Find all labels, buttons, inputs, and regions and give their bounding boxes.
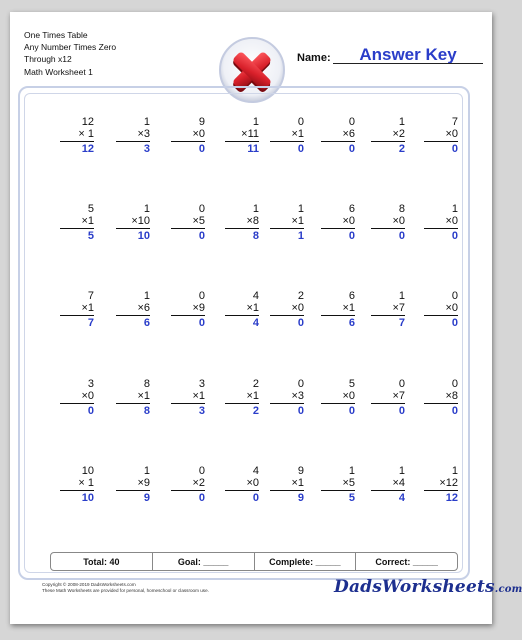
problem-answer: 0	[297, 143, 304, 155]
problem-multiplier: ×1	[81, 215, 94, 227]
problem-rule	[270, 228, 304, 229]
problem-multiplier: ×1	[246, 302, 259, 314]
problem-multiplicand: 1	[297, 203, 304, 215]
problem-multiplier: ×1	[342, 302, 355, 314]
multiplication-problem	[410, 116, 458, 155]
problem-rule	[171, 228, 205, 229]
problem-multiplier: ×8	[445, 390, 458, 402]
problem-answer: 5	[348, 492, 355, 504]
multiplication-problem	[357, 116, 405, 155]
score-bar	[50, 552, 458, 571]
complete-field: Complete: _____	[255, 553, 357, 570]
goal-field: Goal: _____	[153, 553, 255, 570]
problem-rule	[270, 141, 304, 142]
problem-answer: 12	[81, 143, 94, 155]
problem-multiplier: ×6	[137, 302, 150, 314]
name-label: Name:	[297, 52, 331, 64]
multiplication-problem	[357, 290, 405, 329]
problem-rule	[371, 141, 405, 142]
problem-answer: 0	[198, 230, 205, 242]
problem-rule	[371, 490, 405, 491]
problem-multiplicand: 7	[451, 116, 458, 128]
problem-rule	[60, 490, 94, 491]
name-field-line	[333, 63, 483, 64]
problem-rule	[60, 141, 94, 142]
multiplication-problem	[211, 290, 259, 329]
problem-multiplier: × 1	[78, 128, 94, 140]
problem-multiplier: ×1	[81, 302, 94, 314]
total-count: Total: 40	[51, 553, 153, 570]
problem-multiplicand: 1	[398, 290, 405, 302]
problem-rule	[371, 315, 405, 316]
worksheet-description	[24, 29, 116, 78]
problem-rule	[171, 141, 205, 142]
problem-answer: 0	[451, 405, 458, 417]
problem-multiplicand: 3	[198, 378, 205, 390]
problem-multiplier: ×2	[392, 128, 405, 140]
problem-multiplier: ×1	[291, 215, 304, 227]
problem-answer: 6	[348, 317, 355, 329]
problem-multiplier: ×1	[192, 390, 205, 402]
problem-answer: 3	[198, 405, 205, 417]
multiplication-problem	[46, 378, 94, 417]
multiplication-problem	[410, 465, 458, 504]
problem-answer: 0	[297, 317, 304, 329]
problem-multiplicand: 1	[143, 465, 150, 477]
problem-multiplicand: 5	[348, 378, 355, 390]
multiplication-problem	[307, 465, 355, 504]
problem-multiplier: ×1	[246, 390, 259, 402]
multiplication-problem	[256, 465, 304, 504]
multiplication-problem	[256, 378, 304, 417]
problem-rule	[321, 403, 355, 404]
problem-rule	[60, 403, 94, 404]
multiplication-problem	[157, 290, 205, 329]
problem-multiplicand: 10	[81, 465, 94, 477]
multiplication-problem	[357, 465, 405, 504]
multiplication-problem	[307, 116, 355, 155]
problem-multiplicand: 1	[398, 116, 405, 128]
problem-multiplicand: 1	[451, 465, 458, 477]
correct-field: Correct: _____	[375, 556, 438, 567]
multiplication-problem	[211, 116, 259, 155]
problem-multiplier: ×9	[192, 302, 205, 314]
problem-answer: 0	[348, 143, 355, 155]
problem-multiplier: ×4	[392, 477, 405, 489]
problem-rule	[60, 228, 94, 229]
multiplication-problem	[211, 203, 259, 242]
footer-notice	[42, 582, 209, 594]
problem-multiplier: ×0	[342, 215, 355, 227]
problem-rule	[171, 403, 205, 404]
problem-multiplicand: 1	[398, 465, 405, 477]
problem-multiplicand: 1	[451, 203, 458, 215]
problem-answer: 2	[252, 405, 259, 417]
problem-multiplicand: 1	[348, 465, 355, 477]
problem-multiplicand: 0	[198, 465, 205, 477]
problem-multiplicand: 1	[143, 116, 150, 128]
problem-multiplicand: 9	[297, 465, 304, 477]
problem-multiplicand: 0	[297, 378, 304, 390]
problem-multiplicand: 1	[252, 116, 259, 128]
problem-multiplier: ×5	[192, 215, 205, 227]
problem-answer: 0	[451, 317, 458, 329]
problem-multiplier: ×2	[192, 477, 205, 489]
problem-multiplicand: 8	[143, 378, 150, 390]
problem-answer: 0	[398, 230, 405, 242]
multiplication-problem	[157, 465, 205, 504]
problem-multiplicand: 0	[198, 203, 205, 215]
problem-answer: 7	[398, 317, 405, 329]
problem-answer: 9	[297, 492, 304, 504]
problem-multiplier: ×1	[137, 390, 150, 402]
multiplication-problem	[410, 203, 458, 242]
problem-multiplier: ×3	[291, 390, 304, 402]
problem-multiplier: ×10	[131, 215, 150, 227]
problem-rule	[321, 228, 355, 229]
problem-rule	[225, 228, 259, 229]
problem-rule	[321, 141, 355, 142]
problem-multiplier: ×9	[137, 477, 150, 489]
problem-rule	[321, 315, 355, 316]
multiplication-problem	[102, 378, 150, 417]
problem-multiplier: ×0	[246, 477, 259, 489]
multiplication-problem	[357, 378, 405, 417]
problem-rule	[371, 403, 405, 404]
problem-answer: 0	[297, 405, 304, 417]
usage-notice: These Math Worksheets are provided for personal, homeschool or classroom use.	[42, 588, 209, 593]
description-line: Any Number Times Zero	[24, 42, 117, 53]
problem-answer: 0	[198, 143, 205, 155]
problem-rule	[116, 403, 150, 404]
description-line: Math Worksheet 1	[24, 66, 93, 77]
problem-answer: 0	[451, 230, 458, 242]
problem-answer: 10	[137, 230, 150, 242]
problem-rule	[116, 315, 150, 316]
multiplication-problem	[307, 290, 355, 329]
problem-multiplicand: 12	[81, 116, 94, 128]
problem-multiplicand: 8	[398, 203, 405, 215]
multiplication-problem	[46, 203, 94, 242]
problem-multiplicand: 1	[252, 203, 259, 215]
problem-rule	[424, 490, 458, 491]
problem-rule	[270, 403, 304, 404]
problem-multiplier: ×0	[445, 302, 458, 314]
problem-answer: 8	[143, 405, 150, 417]
multiplication-problem	[211, 378, 259, 417]
problem-rule	[424, 315, 458, 316]
problem-multiplicand: 1	[143, 290, 150, 302]
problem-answer: 10	[81, 492, 94, 504]
multiplication-problem	[46, 465, 94, 504]
problem-rule	[270, 490, 304, 491]
problem-multiplier: ×0	[342, 390, 355, 402]
problem-rule	[270, 315, 304, 316]
brand-logo[interactable]	[334, 577, 522, 597]
multiplication-problem	[256, 116, 304, 155]
problem-multiplicand: 6	[348, 203, 355, 215]
problem-multiplicand: 0	[348, 116, 355, 128]
problem-rule	[424, 141, 458, 142]
description-line: Through x12	[24, 54, 72, 65]
problem-multiplier: ×0	[445, 215, 458, 227]
problem-multiplier: ×12	[439, 477, 458, 489]
problem-multiplier: × 1	[78, 477, 94, 489]
problem-rule	[225, 315, 259, 316]
multiplication-problem	[157, 203, 205, 242]
problem-multiplicand: 0	[198, 290, 205, 302]
problem-multiplicand: 6	[348, 290, 355, 302]
problem-multiplier: ×3	[137, 128, 150, 140]
problem-multiplicand: 0	[398, 378, 405, 390]
problem-rule	[371, 228, 405, 229]
multiplication-problem	[102, 203, 150, 242]
problem-rule	[225, 403, 259, 404]
problem-answer: 6	[143, 317, 150, 329]
problem-answer: 0	[87, 405, 94, 417]
problem-answer: 9	[143, 492, 150, 504]
problem-answer: 1	[297, 230, 304, 242]
problem-answer: 7	[87, 317, 94, 329]
problem-multiplier: ×11	[241, 128, 259, 140]
multiplication-problem	[211, 465, 259, 504]
problem-multiplier: ×8	[246, 215, 259, 227]
problem-multiplicand: 4	[252, 290, 259, 302]
problem-multiplier: ×7	[392, 302, 405, 314]
problem-rule	[116, 141, 150, 142]
description-line: One Times Table	[24, 30, 88, 40]
problem-multiplier: ×6	[342, 128, 355, 140]
problem-answer: 3	[143, 143, 150, 155]
multiplication-problem	[357, 203, 405, 242]
multiplication-problem	[256, 290, 304, 329]
problem-multiplier: ×0	[445, 128, 458, 140]
problem-multiplier: ×0	[291, 302, 304, 314]
problem-rule	[60, 315, 94, 316]
problem-rule	[116, 228, 150, 229]
problem-answer: 0	[451, 143, 458, 155]
problem-multiplier: ×7	[392, 390, 405, 402]
problem-answer: 5	[87, 230, 94, 242]
problem-multiplicand: 9	[198, 116, 205, 128]
problem-multiplicand: 3	[87, 378, 94, 390]
problem-rule	[321, 490, 355, 491]
problem-answer: 8	[252, 230, 259, 242]
problem-multiplicand: 2	[252, 378, 259, 390]
problem-rule	[225, 141, 259, 142]
problem-answer: 2	[398, 143, 405, 155]
problem-multiplicand: 4	[252, 465, 259, 477]
problem-multiplicand: 2	[297, 290, 304, 302]
problem-multiplicand: 5	[87, 203, 94, 215]
problem-answer: 0	[398, 405, 405, 417]
problem-multiplier: ×0	[192, 128, 205, 140]
problem-rule	[171, 490, 205, 491]
copyright-text: Copyright © 2008-2019 DadsWorksheets.com	[42, 582, 136, 587]
problem-multiplier: ×0	[392, 215, 405, 227]
problem-multiplier: ×0	[81, 390, 94, 402]
multiplication-problem	[46, 116, 94, 155]
problem-answer: 0	[348, 230, 355, 242]
multiplication-problem	[157, 378, 205, 417]
problem-answer: 4	[252, 317, 259, 329]
multiplication-problem	[307, 378, 355, 417]
problem-rule	[171, 315, 205, 316]
problem-multiplicand: 0	[451, 378, 458, 390]
multiplication-problem	[157, 116, 205, 155]
problem-multiplier: ×1	[291, 128, 304, 140]
problem-answer: 0	[198, 492, 205, 504]
problem-answer: 11	[247, 143, 259, 155]
multiplication-problem	[410, 378, 458, 417]
multiplication-problem	[256, 203, 304, 242]
problem-rule	[424, 403, 458, 404]
problem-answer: 0	[348, 405, 355, 417]
multiplication-problem	[102, 290, 150, 329]
problem-answer: 0	[198, 317, 205, 329]
problem-multiplicand: 1	[143, 203, 150, 215]
multiplication-problem	[102, 465, 150, 504]
problem-rule	[225, 490, 259, 491]
problem-answer: 4	[398, 492, 405, 504]
problem-answer: 0	[252, 492, 259, 504]
problem-multiplicand: 0	[451, 290, 458, 302]
multiplication-problem	[102, 116, 150, 155]
problem-rule	[116, 490, 150, 491]
multiplication-problem	[410, 290, 458, 329]
problem-multiplicand: 0	[297, 116, 304, 128]
multiplication-problem	[307, 203, 355, 242]
multiplication-problem	[46, 290, 94, 329]
problem-answer: 12	[445, 492, 458, 504]
problem-multiplier: ×1	[291, 477, 304, 489]
answer-key-title: Answer Key	[359, 45, 457, 64]
brand-name: DadsWorksheets	[334, 577, 495, 597]
problem-multiplier: ×5	[342, 477, 355, 489]
problem-rule	[424, 228, 458, 229]
problem-multiplicand: 7	[87, 290, 94, 302]
brand-tld: .com	[494, 584, 522, 595]
